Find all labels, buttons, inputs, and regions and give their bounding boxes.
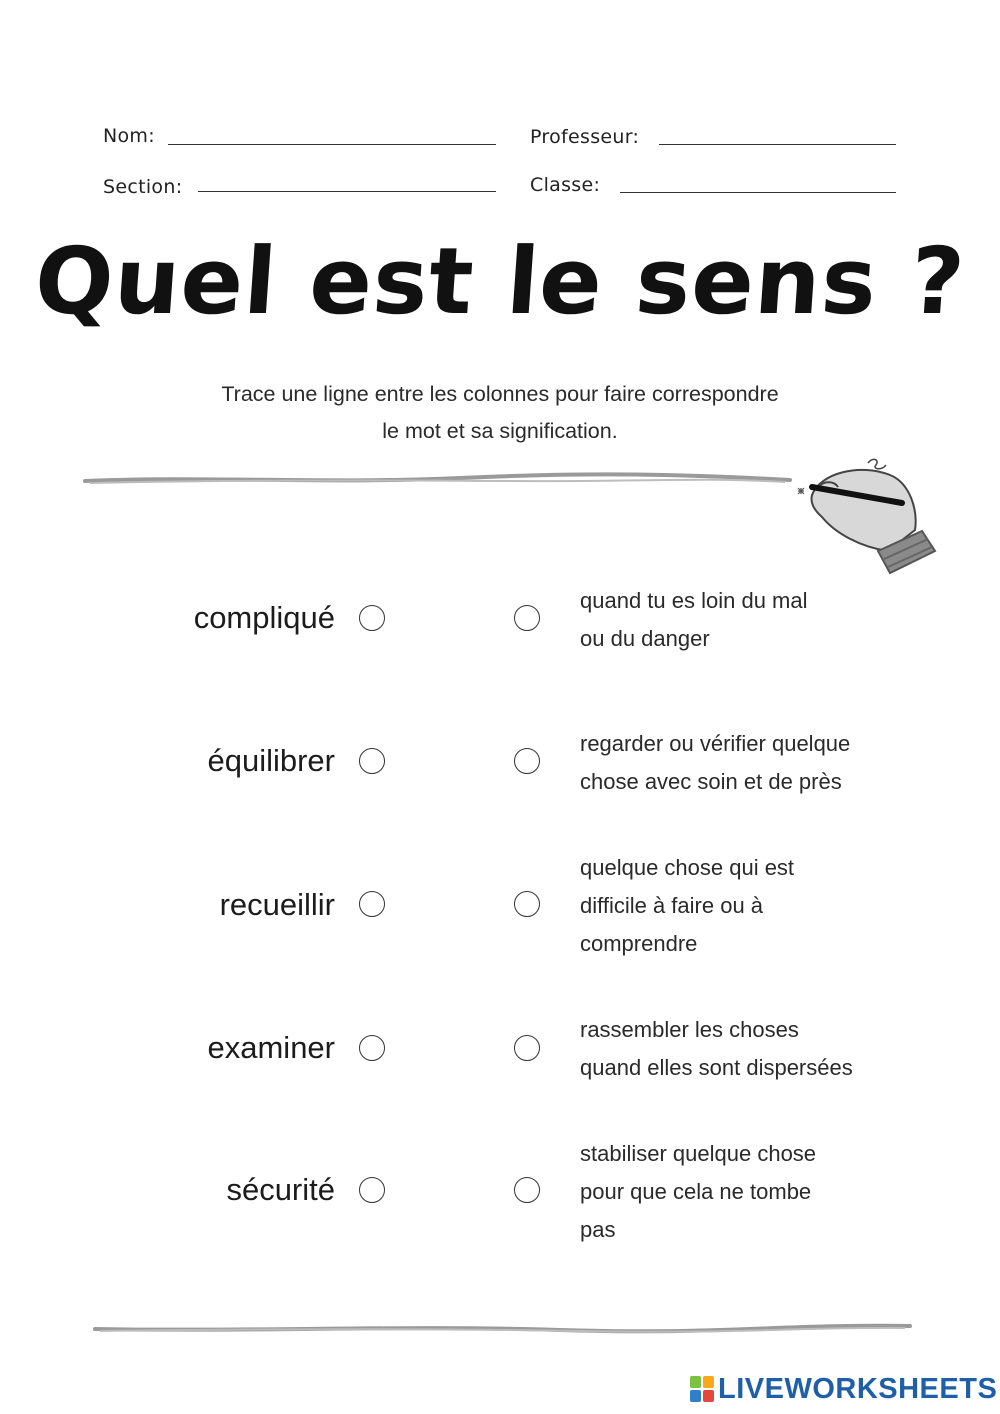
definition-line: comprendre — [580, 931, 698, 956]
hand-writing-icon — [790, 455, 940, 580]
definition-line: pour que cela ne tombe — [580, 1179, 812, 1204]
classe-label: Classe: — [530, 174, 601, 196]
definition-connector-dot[interactable] — [514, 605, 540, 631]
word-connector-dot[interactable] — [359, 891, 385, 917]
section-field[interactable] — [198, 191, 496, 192]
top-divider — [0, 468, 800, 492]
word-item: recueillir — [219, 887, 335, 922]
word-connector-dot[interactable] — [359, 748, 385, 774]
instructions — [150, 376, 850, 450]
liveworksheets-logo-icon — [690, 1376, 714, 1402]
definition-line: ou du danger — [580, 626, 710, 651]
definition-line: quand elles sont dispersées — [580, 1055, 853, 1080]
word-item: sécurité — [226, 1172, 335, 1207]
word-connector-dot[interactable] — [359, 1177, 385, 1203]
word-item: équilibrer — [207, 743, 335, 778]
bottom-divider — [0, 1316, 920, 1340]
definition-connector-dot[interactable] — [514, 748, 540, 774]
definition-line: quand tu es loin du mal — [580, 588, 808, 613]
definition-connector-dot[interactable] — [514, 891, 540, 917]
brand-name: LIVEWORKSHEETS — [718, 1372, 998, 1405]
definition-item — [580, 725, 920, 801]
instructions-line-2: le mot et sa signification. — [382, 419, 618, 443]
word-item: compliqué — [193, 600, 335, 635]
definition-line: difficile à faire ou à — [580, 893, 764, 918]
definition-connector-dot[interactable] — [514, 1035, 540, 1061]
definition-line: chose avec soin et de près — [580, 769, 842, 794]
definition-item — [580, 849, 920, 963]
instructions-line-1: Trace une ligne entre les colonnes pour faire correspondre — [221, 382, 779, 406]
word-item: examiner — [207, 1030, 335, 1065]
word-connector-dot[interactable] — [359, 605, 385, 631]
definition-line: stabiliser quelque chose — [580, 1141, 817, 1166]
nom-label: Nom: — [103, 125, 155, 147]
definition-line: regarder ou vérifier quelque — [580, 731, 851, 756]
section-label: Section: — [103, 176, 183, 198]
definition-line: quelque chose qui est — [580, 855, 795, 880]
definition-connector-dot[interactable] — [514, 1177, 540, 1203]
professeur-field[interactable] — [659, 144, 896, 145]
page-title: Quel est le sens ? — [31, 228, 969, 335]
definition-item — [580, 1135, 920, 1249]
professeur-label: Professeur: — [530, 126, 640, 148]
word-connector-dot[interactable] — [359, 1035, 385, 1061]
definition-line: pas — [580, 1217, 616, 1242]
definition-line: rassembler les choses — [580, 1017, 799, 1042]
definition-item — [580, 1011, 920, 1087]
nom-field[interactable] — [168, 144, 496, 145]
definition-item — [580, 582, 920, 658]
brand-footer — [690, 1372, 997, 1406]
classe-field[interactable] — [620, 192, 896, 193]
